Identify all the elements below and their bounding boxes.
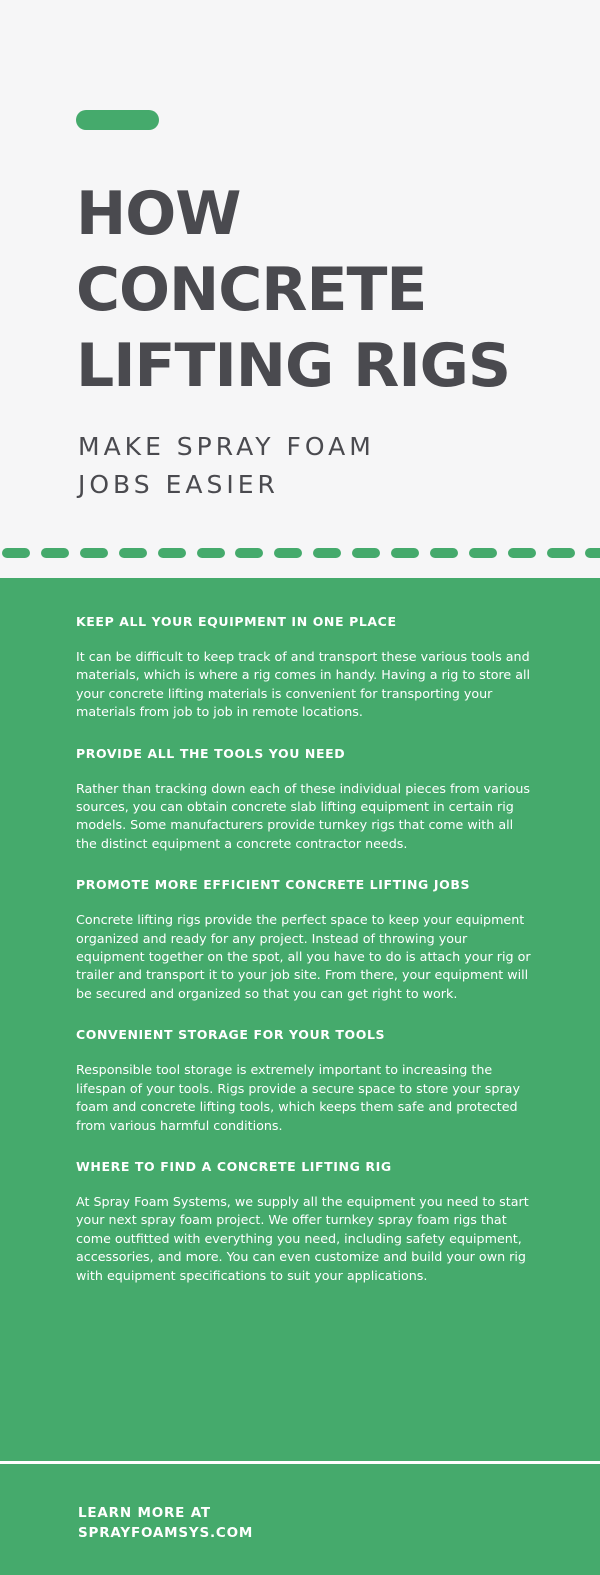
section bbox=[76, 1157, 536, 1285]
dash-segment bbox=[41, 548, 69, 558]
section bbox=[76, 744, 536, 854]
dash-segment bbox=[2, 548, 30, 558]
section-heading: CONVENIENT STORAGE FOR YOUR TOOLS bbox=[76, 1027, 386, 1043]
section-body: It can be difficult to keep track of and transport these various tools and materials, which is where a rig comes in handy. Having a rig to store all your concrete lifting materials is convenient for transporting your materials from job to job in remote locations. bbox=[76, 649, 531, 720]
section-body: Concrete lifting rigs provide the perfect space to keep your equipment organized and ready for any project. Instead of throwing your equipment together on the spot, all you have to do is attach your rig or trailer and transport it to your job site. From there, your equipment will be secured and organized so that you can get right to work. bbox=[76, 912, 531, 1001]
dash-segment bbox=[547, 548, 575, 558]
section-heading: KEEP ALL YOUR EQUIPMENT IN ONE PLACE bbox=[76, 614, 397, 629]
dash-segment bbox=[585, 548, 600, 558]
page-subtitle bbox=[78, 428, 558, 504]
subtitle-line: JOBS EASIER bbox=[78, 470, 279, 499]
footer-cta bbox=[78, 1503, 378, 1543]
page-title bbox=[76, 176, 596, 404]
section bbox=[76, 1025, 536, 1135]
dash-segment bbox=[430, 548, 458, 558]
dash-segment bbox=[158, 548, 186, 558]
dash-segment bbox=[508, 548, 536, 558]
dashed-divider bbox=[0, 548, 600, 558]
header-area bbox=[0, 0, 600, 548]
dash-segment bbox=[313, 548, 341, 558]
dash-segment bbox=[235, 548, 263, 558]
dash-segment bbox=[391, 548, 419, 558]
title-line: CONCRETE bbox=[76, 255, 427, 325]
section bbox=[76, 875, 536, 1003]
section-body: Rather than tracking down each of these individual pieces from various sources, you can obtain concrete slab lifting equipment in certain rig models. Some manufacturers provide turnkey rigs that come with all the distinct equipment a concrete contractor needs. bbox=[76, 780, 531, 851]
content-sections bbox=[76, 612, 536, 1307]
section-body: Responsible tool storage is extremely important to increasing the lifespan of your tools. Rigs provide a secure space to store your spray foam and concrete lifting tools, which keeps them safe and protected from various harmful conditions. bbox=[76, 1062, 520, 1133]
dash-segment bbox=[469, 548, 497, 558]
footer-link[interactable]: SPRAYFOAMSYS.COM bbox=[78, 1525, 254, 1541]
footer-line: LEARN MORE AT bbox=[78, 1505, 211, 1521]
dash-segment bbox=[274, 548, 302, 558]
dash-segment bbox=[352, 548, 380, 558]
subtitle-line: MAKE SPRAY FOAM bbox=[78, 432, 375, 461]
section-heading: WHERE TO FIND A CONCRETE LIFTING RIG bbox=[76, 1158, 392, 1174]
dash-segment bbox=[80, 548, 108, 558]
dash-segment bbox=[197, 548, 225, 558]
section bbox=[76, 612, 536, 722]
title-line: LIFTING RIGS bbox=[76, 331, 511, 401]
section-heading: PROMOTE MORE EFFICIENT CONCRETE LIFTING JOBS bbox=[76, 877, 471, 893]
section-body: At Spray Foam Systems, we supply all the equipment you need to start your next spray foam project. We offer turnkey spray foam rigs that come outfitted with everything you need, including safety equipment, accessories, and more. You can even customize and build your own rig with equipment specifications to suit your applications. bbox=[76, 1193, 529, 1283]
title-line: HOW bbox=[76, 179, 241, 249]
section-heading: PROVIDE ALL THE TOOLS YOU NEED bbox=[76, 745, 346, 761]
footer-divider bbox=[0, 1461, 600, 1464]
dash-segment bbox=[119, 548, 147, 558]
accent-pill bbox=[76, 110, 159, 130]
